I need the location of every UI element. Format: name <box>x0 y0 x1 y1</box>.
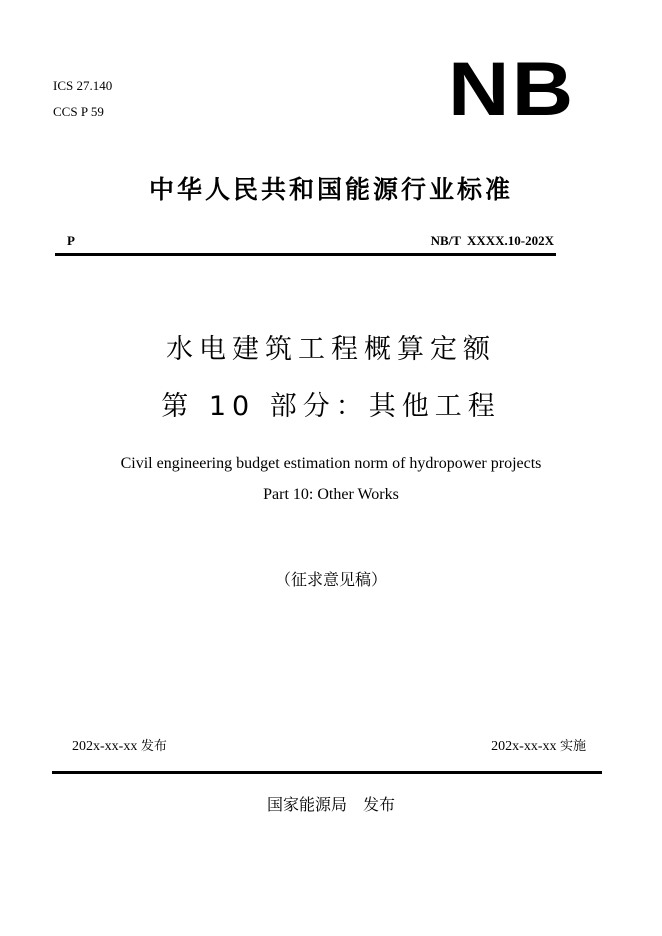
implementation-date-label: 实施 <box>559 739 586 754</box>
bottom-divider <box>52 771 602 774</box>
top-divider <box>55 253 556 256</box>
title-chinese-line1: 水电建筑工程概算定额 <box>166 334 496 365</box>
standard-category-title: 中华人民共和国能源行业标准 <box>148 175 513 204</box>
ccs-code: CCS P 59 <box>53 104 104 119</box>
implementation-date <box>491 738 586 756</box>
issue-date-value: 202x-xx-xx <box>72 739 138 754</box>
title-english-line1: Civil engineering budget estimation norm of hydropower projects <box>120 455 542 472</box>
issuer: 国家能源局 发布 <box>266 795 395 814</box>
title-english-line2: Part 10: Other Works <box>263 486 399 503</box>
title-chinese-line2: 第 10 部分：其他工程 <box>161 391 501 422</box>
classification-code: P <box>67 233 75 248</box>
nb-logo: NB <box>448 47 576 132</box>
draft-status: （征求意见稿） <box>274 570 387 589</box>
standard-number: NB/T XXXX.10-202X <box>430 233 554 248</box>
issue-date-label: 发布 <box>140 739 167 754</box>
issue-date <box>72 738 167 756</box>
implementation-date-value: 202x-xx-xx <box>491 739 557 754</box>
ics-code: ICS 27.140 <box>53 78 113 93</box>
